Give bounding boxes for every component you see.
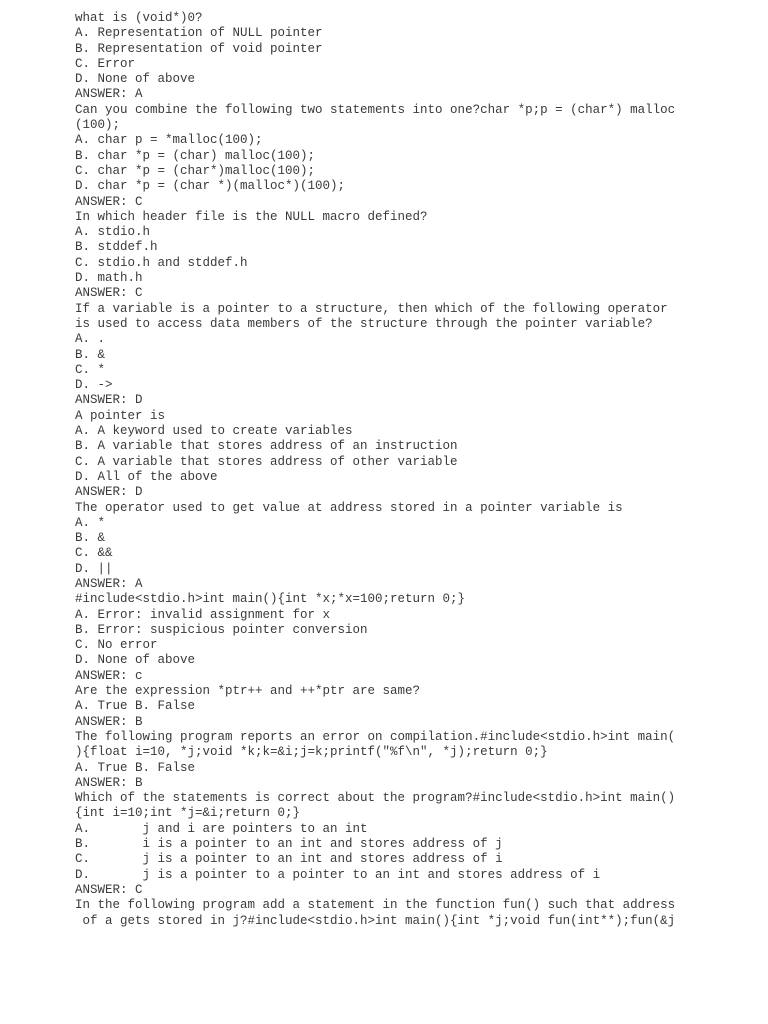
document-line: B. & — [75, 347, 106, 362]
document-line: A. stdio.h — [75, 225, 151, 240]
document-line: In which header file is the NULL macro defined? — [75, 209, 428, 224]
document-line: ANSWER: D — [75, 485, 143, 500]
document-line: ANSWER: B — [75, 775, 143, 790]
document-line: Which of the statements is correct about the program?#include<stdio.h>int main() — [75, 791, 676, 806]
document-line: #include<stdio.h>int main(){int *x;*x=100;return 0;} — [75, 592, 466, 607]
document-line: Are the expression *ptr++ and ++*ptr are same? — [75, 684, 421, 699]
document-line: is used to access data members of the structure through the pointer variable? — [75, 316, 653, 331]
document-line: of a gets stored in j?#include<stdio.h>int main(){int *j;void fun(int**);fun(&j — [75, 913, 676, 928]
document-line: C. j is a pointer to an int and stores address of i — [75, 852, 503, 867]
document-line: B. & — [75, 531, 106, 546]
document-line: A. True B. False — [75, 699, 196, 714]
document-line: D. None of above — [75, 72, 196, 87]
document-line: {int i=10;int *j=&i;return 0;} — [75, 806, 301, 821]
document-line: A. * — [75, 515, 106, 530]
document-line: B. Representation of void pointer — [75, 41, 323, 56]
document-line: D. math.h — [75, 271, 143, 286]
document-line: ANSWER: B — [75, 714, 143, 729]
document-line: If a variable is a pointer to a structure, then which of the following operator — [75, 301, 668, 316]
document-line: (100); — [75, 118, 121, 133]
document-line: C. stdio.h and stddef.h — [75, 255, 248, 270]
document-line: A pointer is — [75, 408, 166, 423]
document-line: ANSWER: c — [75, 668, 143, 683]
document-line: D. All of the above — [75, 469, 218, 484]
document-line: A. A keyword used to create variables — [75, 424, 353, 439]
document-line: ){float i=10, *j;void *k;k=&i;j=k;printf("%f\n", *j);return 0;} — [75, 745, 548, 760]
document-line: Can you combine the following two statements into one?char *p;p = (char*) malloc — [75, 102, 676, 117]
document-line: A. . — [75, 332, 106, 347]
document-line: A. Representation of NULL pointer — [75, 26, 323, 41]
document-line: In the following program add a statement in the function fun() such that address — [75, 898, 676, 913]
document-line: ANSWER: C — [75, 286, 143, 301]
document-line: A. Error: invalid assignment for x — [75, 607, 331, 622]
document-line: D. None of above — [75, 653, 196, 668]
document-line: A. j and i are pointers to an int — [75, 821, 368, 836]
document-line: B. i is a pointer to an int and stores address of j — [75, 837, 503, 852]
document-line: A. char p = *malloc(100); — [75, 133, 263, 148]
document-line: C. char *p = (char*)malloc(100); — [75, 163, 316, 178]
document-line: C. A variable that stores address of other variable — [75, 454, 458, 469]
document-line: ANSWER: C — [75, 194, 143, 209]
document-line: C. * — [75, 362, 106, 377]
document-line: D. j is a pointer to a pointer to an int and stores address of i — [75, 867, 601, 882]
document-page — [75, 11, 745, 929]
document-line: C. && — [75, 546, 113, 561]
document-line: ANSWER: A — [75, 576, 143, 591]
document-line: B. Error: suspicious pointer conversion — [75, 622, 368, 637]
document-line: B. A variable that stores address of an instruction — [75, 439, 458, 454]
document-line: The operator used to get value at address stored in a pointer variable is — [75, 500, 623, 515]
document-line: C. Error — [75, 56, 136, 71]
document-line: what is (void*)0? — [75, 11, 203, 25]
document-line: D. -> — [75, 378, 113, 393]
document-line: B. stddef.h — [75, 240, 158, 255]
document-line: ANSWER: A — [75, 87, 143, 102]
document-line: A. True B. False — [75, 760, 196, 775]
document-line: C. No error — [75, 638, 158, 653]
document-line: ANSWER: C — [75, 882, 143, 897]
document-line: B. char *p = (char) malloc(100); — [75, 148, 316, 163]
document-line: The following program reports an error on compilation.#include<stdio.h>int main( — [75, 729, 676, 744]
document-line: ANSWER: D — [75, 393, 143, 408]
document-line: D. || — [75, 561, 113, 576]
document-line: D. char *p = (char *)(malloc*)(100); — [75, 179, 346, 194]
